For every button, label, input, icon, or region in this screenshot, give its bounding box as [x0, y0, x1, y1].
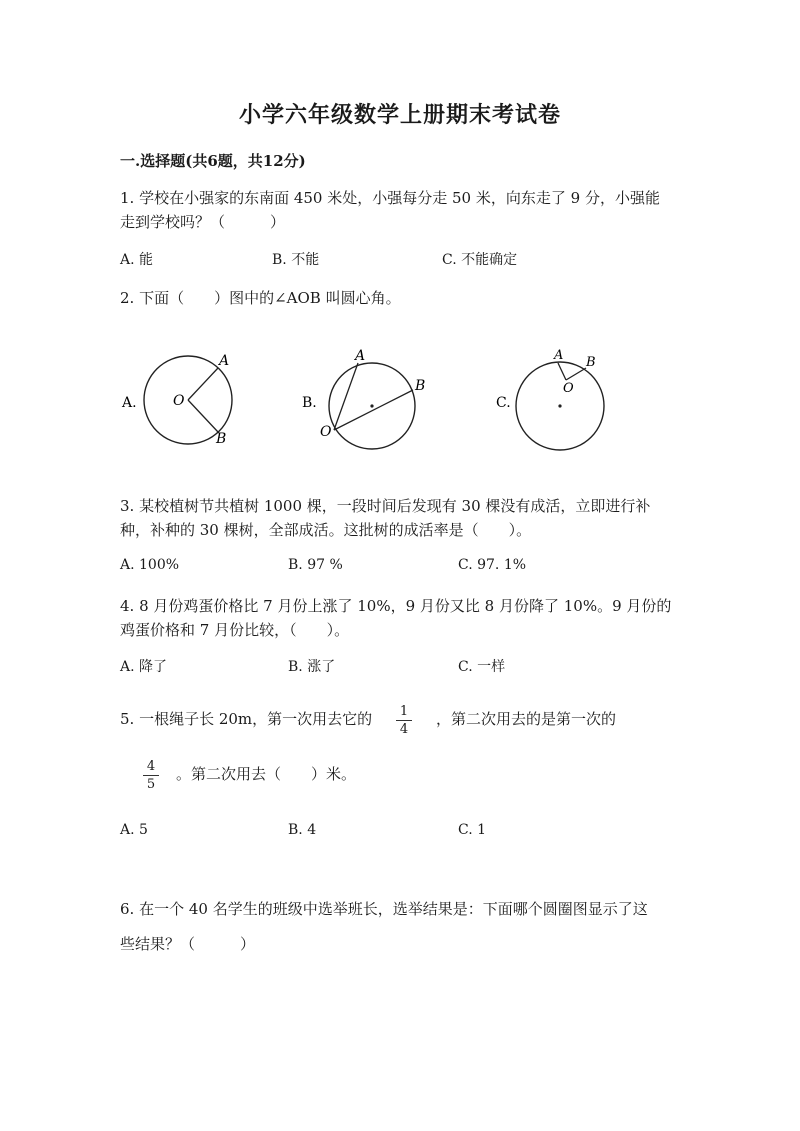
- figure-b: [302, 348, 425, 449]
- fraction-1-denominator: 4: [399, 722, 409, 737]
- figure-a-label: A.: [122, 395, 137, 411]
- fraction-2-denominator: 5: [146, 777, 156, 792]
- question-3-line-2: 种，补种的 30 棵树，全部成活。这批树的成活率是（ ）。: [120, 521, 532, 539]
- fraction-four-fifths: [143, 758, 159, 793]
- question-5-line-1-end: ，第二次用去的是第一次的: [436, 710, 617, 728]
- question-6-line-1: 6. 在一个 40 名学生的班级中选举班长，选举结果是：下面哪个圆圈图显示了这: [120, 900, 648, 918]
- question-6-line-2: 些结果？（ ）: [120, 935, 256, 953]
- question-1-option-b: B. 不能: [272, 252, 320, 268]
- figure-a: [121, 353, 232, 447]
- svg-text:B: B: [216, 431, 227, 447]
- question-3-option-a: A. 100%: [120, 557, 180, 573]
- question-1-line-1: 1. 学校在小强家的东南面 450 米处，小强每分走 50 米，向东走了 9 分，小强能: [120, 189, 660, 207]
- question-1-option-a: A. 能: [120, 252, 154, 268]
- fraction-one-quarter: [396, 703, 412, 738]
- svg-text:O: O: [173, 393, 185, 409]
- section-heading: 一.选择题(共6题，共12分): [120, 152, 306, 170]
- question-2-figures: [110, 335, 630, 455]
- figure-b-label: B.: [302, 395, 317, 411]
- fraction-2-numerator: 4: [143, 758, 159, 776]
- page-title: 小学六年级数学上册期末考试卷: [238, 102, 561, 128]
- question-4-line-2: 鸡蛋价格和 7 月份比较，（ ）。: [120, 621, 350, 639]
- svg-text:O: O: [563, 381, 574, 396]
- figure-c: [496, 348, 604, 450]
- question-3-option-c: C. 97. 1%: [458, 557, 527, 573]
- question-1-option-c: C. 不能确定: [442, 252, 518, 268]
- question-5-line-2: 。第二次用去（ ）米。: [176, 765, 357, 783]
- svg-text:A: A: [219, 353, 230, 369]
- question-3-option-b: B. 97 %: [288, 557, 343, 573]
- question-2-line-1: 2. 下面（ ）图中的∠AOB 叫圆心角。: [120, 289, 401, 307]
- question-4-line-1: 4. 8 月份鸡蛋价格比 7 月份上涨了 10%，9 月份又比 8 月份降了 10%。9 月份的: [120, 597, 672, 615]
- svg-text:B: B: [586, 355, 596, 370]
- svg-text:B: B: [415, 378, 426, 394]
- svg-text:A: A: [554, 348, 564, 363]
- question-4-option-b: B. 涨了: [288, 659, 336, 675]
- fraction-1-numerator: 1: [396, 703, 412, 721]
- question-4-option-c: C. 一样: [458, 659, 506, 675]
- question-5-option-a: A. 5: [120, 822, 148, 838]
- svg-text:A: A: [355, 348, 366, 364]
- question-4-option-a: A. 降了: [120, 659, 168, 675]
- svg-text:O: O: [320, 424, 332, 440]
- question-3-line-1: 3. 某校植树节共植树 1000 棵，一段时间后发现有 30 棵没有成活，立即进行补: [120, 497, 651, 515]
- question-5-option-b: B. 4: [288, 822, 317, 838]
- question-5-option-c: C. 1: [458, 822, 487, 838]
- figure-c-label: C.: [496, 395, 511, 411]
- question-1-line-2: 走到学校吗？（ ）: [120, 213, 286, 231]
- question-5-line-1-start: 5. 一根绳子长 20m，第一次用去它的: [120, 710, 373, 728]
